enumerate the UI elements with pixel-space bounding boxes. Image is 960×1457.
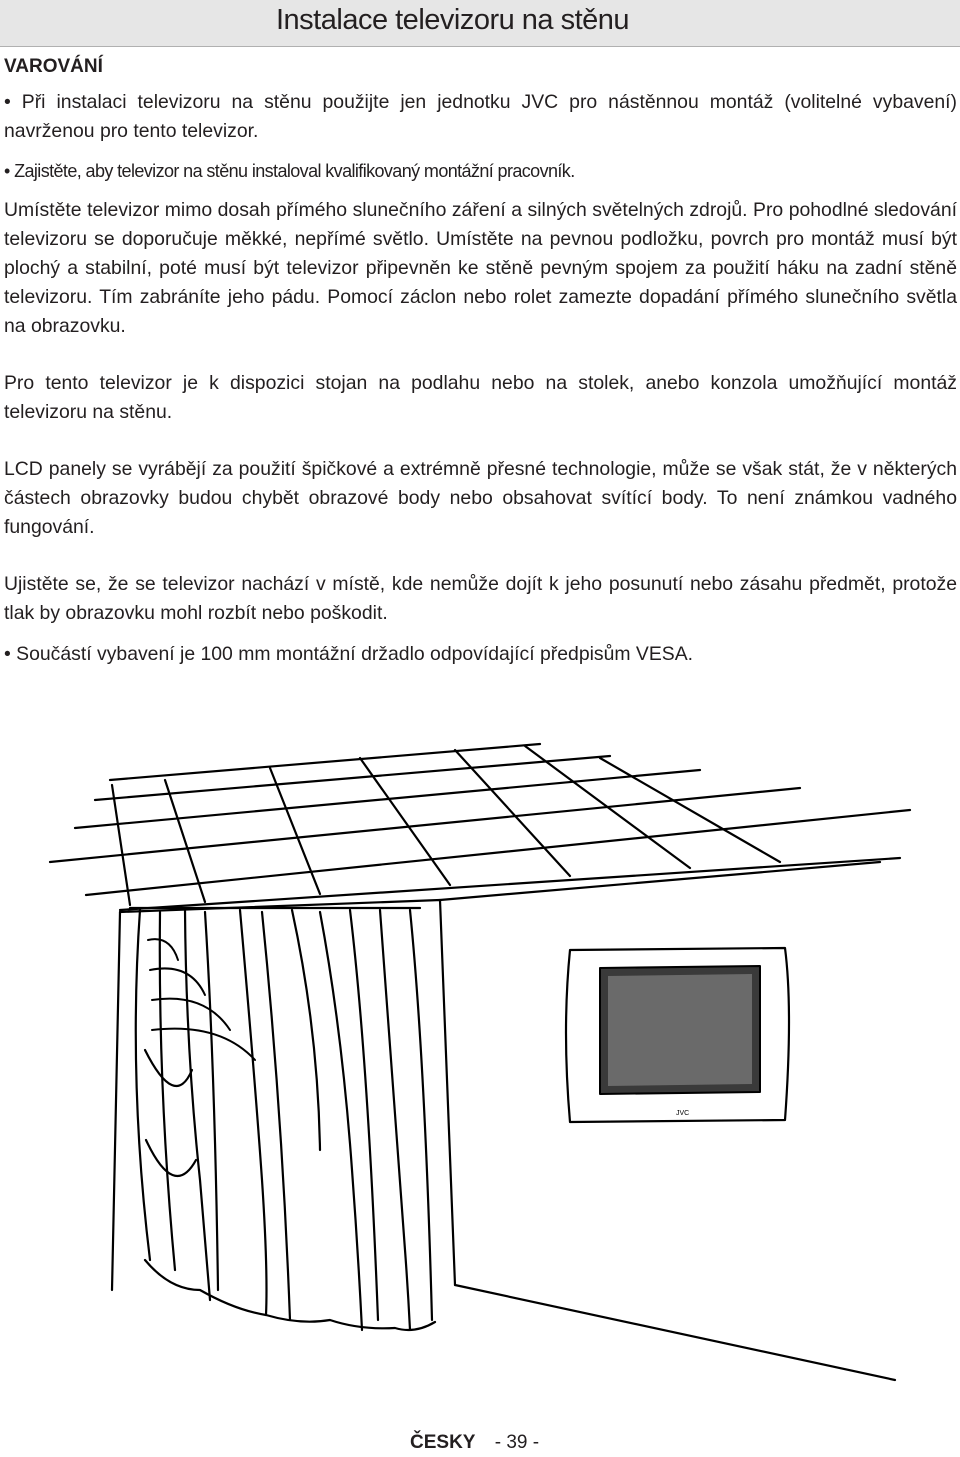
page-number: - 39 - bbox=[494, 1432, 540, 1453]
room-illustration bbox=[0, 730, 960, 1420]
paragraph-placement: Umístěte televizor mimo dosah přímého slunečního záření a silných světelných zdrojů. Pro pohodlné sledování televizoru se doporučuje měkké, nepřímé světlo. Umístěte na pevnou podložku, povrch pro montáž musí být plochý a stabilní, poté musí být televizor připevněn ke stěně pevným spojem za použití háku na zadní stěně televizoru. Tím zabráníte jeho pádu. Pomocí záclon nebo rolet zamezte dopadání přímého slunečního světla na obrazovku. bbox=[4, 199, 957, 337]
paragraph-jvc-mount: • Při instalaci televizoru na stěnu použijte jen jednotku JVC pro nástěnnou montáž (volitelné vybavení) navrženou pro tento televizor. bbox=[4, 91, 957, 142]
tv-brand-logo: JVC bbox=[676, 1110, 690, 1117]
warning-heading: VAROVÁNÍ bbox=[4, 56, 103, 77]
curtain bbox=[130, 908, 435, 1330]
footer-language: ČESKY bbox=[410, 1432, 476, 1453]
sunlight-rays bbox=[148, 939, 255, 1060]
wall-tv bbox=[566, 948, 789, 1122]
paragraph-lcd-pixels: LCD panely se vyrábějí za použití špičkové a extrémně přesné technologie, může se však stát, že v některých částech obrazovky budou chybět obrazové body nebo obsahovat svítící body. To není známkou vadného fungování. bbox=[4, 458, 957, 538]
paragraph-qualified-installer: • Zajistěte, aby televizor na stěnu instaloval kvalifikovaný montážní pracovník. bbox=[4, 161, 575, 181]
ceiling-grid bbox=[50, 744, 910, 910]
paragraph-safe-location: Ujistěte se, že se televizor nachází v místě, kde nemůže dojít k jeho posunutí nebo zásahu předmět, protože tlak by obrazovku mohl rozbít nebo poškodit. bbox=[4, 573, 957, 624]
body-text bbox=[4, 88, 957, 669]
page-footer bbox=[410, 1432, 539, 1454]
paragraph-stand-options: Pro tento televizor je k dispozici stojan na podlahu nebo na stolek, anebo konzola umožňující montáž televizoru na stěnu. bbox=[4, 372, 957, 423]
paragraph-vesa-bracket: • Součástí vybavení je 100 mm montážní držadlo odpovídající předpisům VESA. bbox=[4, 643, 694, 665]
page-title: Instalace televizoru na stěnu bbox=[276, 4, 630, 36]
